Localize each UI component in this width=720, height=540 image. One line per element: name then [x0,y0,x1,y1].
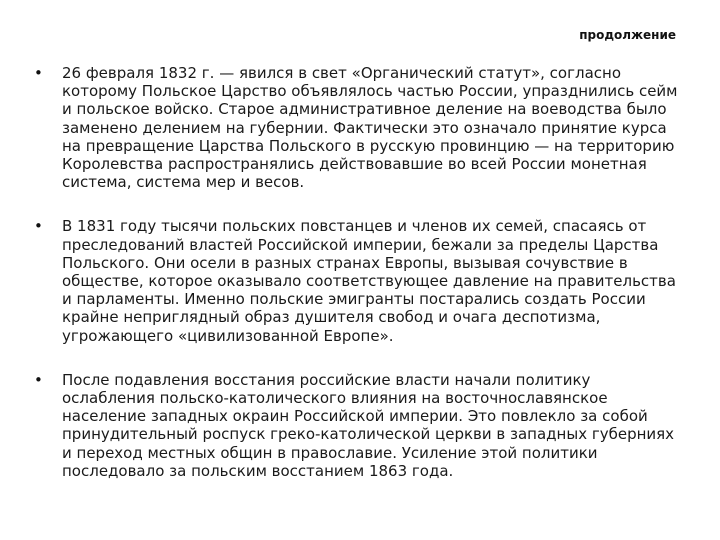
bullet-item-1 [34,64,684,191]
bullet-marker: • [34,370,43,389]
bullet-text: В 1831 году тысячи польских повстанцев и членов их семей, спасаясь от преследований властей Российской империи, бежали за пределы Царства Польского. Они осели в разных странах Европы, вызывая сочувствие в обществе, которое оказывало соответствующее давление на правительства и парламенты. Именно польские эмигранты постарались создать России крайне неприглядный образ душителя свобод и очага деспотизма, угрожающего «цивилизованной Европе». [62,217,676,345]
bullet-item-3 [34,371,684,480]
bullet-marker: • [34,217,43,236]
bullet-item-2 [34,217,684,344]
bullet-text: 26 февраля 1832 г. — явился в свет «Органический статут», согласно которому Польское Царство объявлялось частью России, упразднились сейм и польское войско. Старое административное деление на воеводства было заменено делением на губернии. Фактически это означало принятие курса на превращение Царства Польского в русскую провинцию — на территорию Королевства распространялись действовавшие во всей России монетная система, система мер и весов. [62,64,678,192]
slide-heading: продолжение [579,28,676,42]
bullet-marker: • [34,64,43,82]
bullet-list [34,64,684,506]
bullet-text: После подавления восстания российские власти начали политику ослабления польско-католического влияния на восточнославянское население западных окраин Российской империи. Это повлекло за собой принудительный роспуск греко-католической церкви в западных губерниях и переход местных общин в православие. Усиление этой политики последовало за польским восстанием 1863 года. [62,370,675,480]
